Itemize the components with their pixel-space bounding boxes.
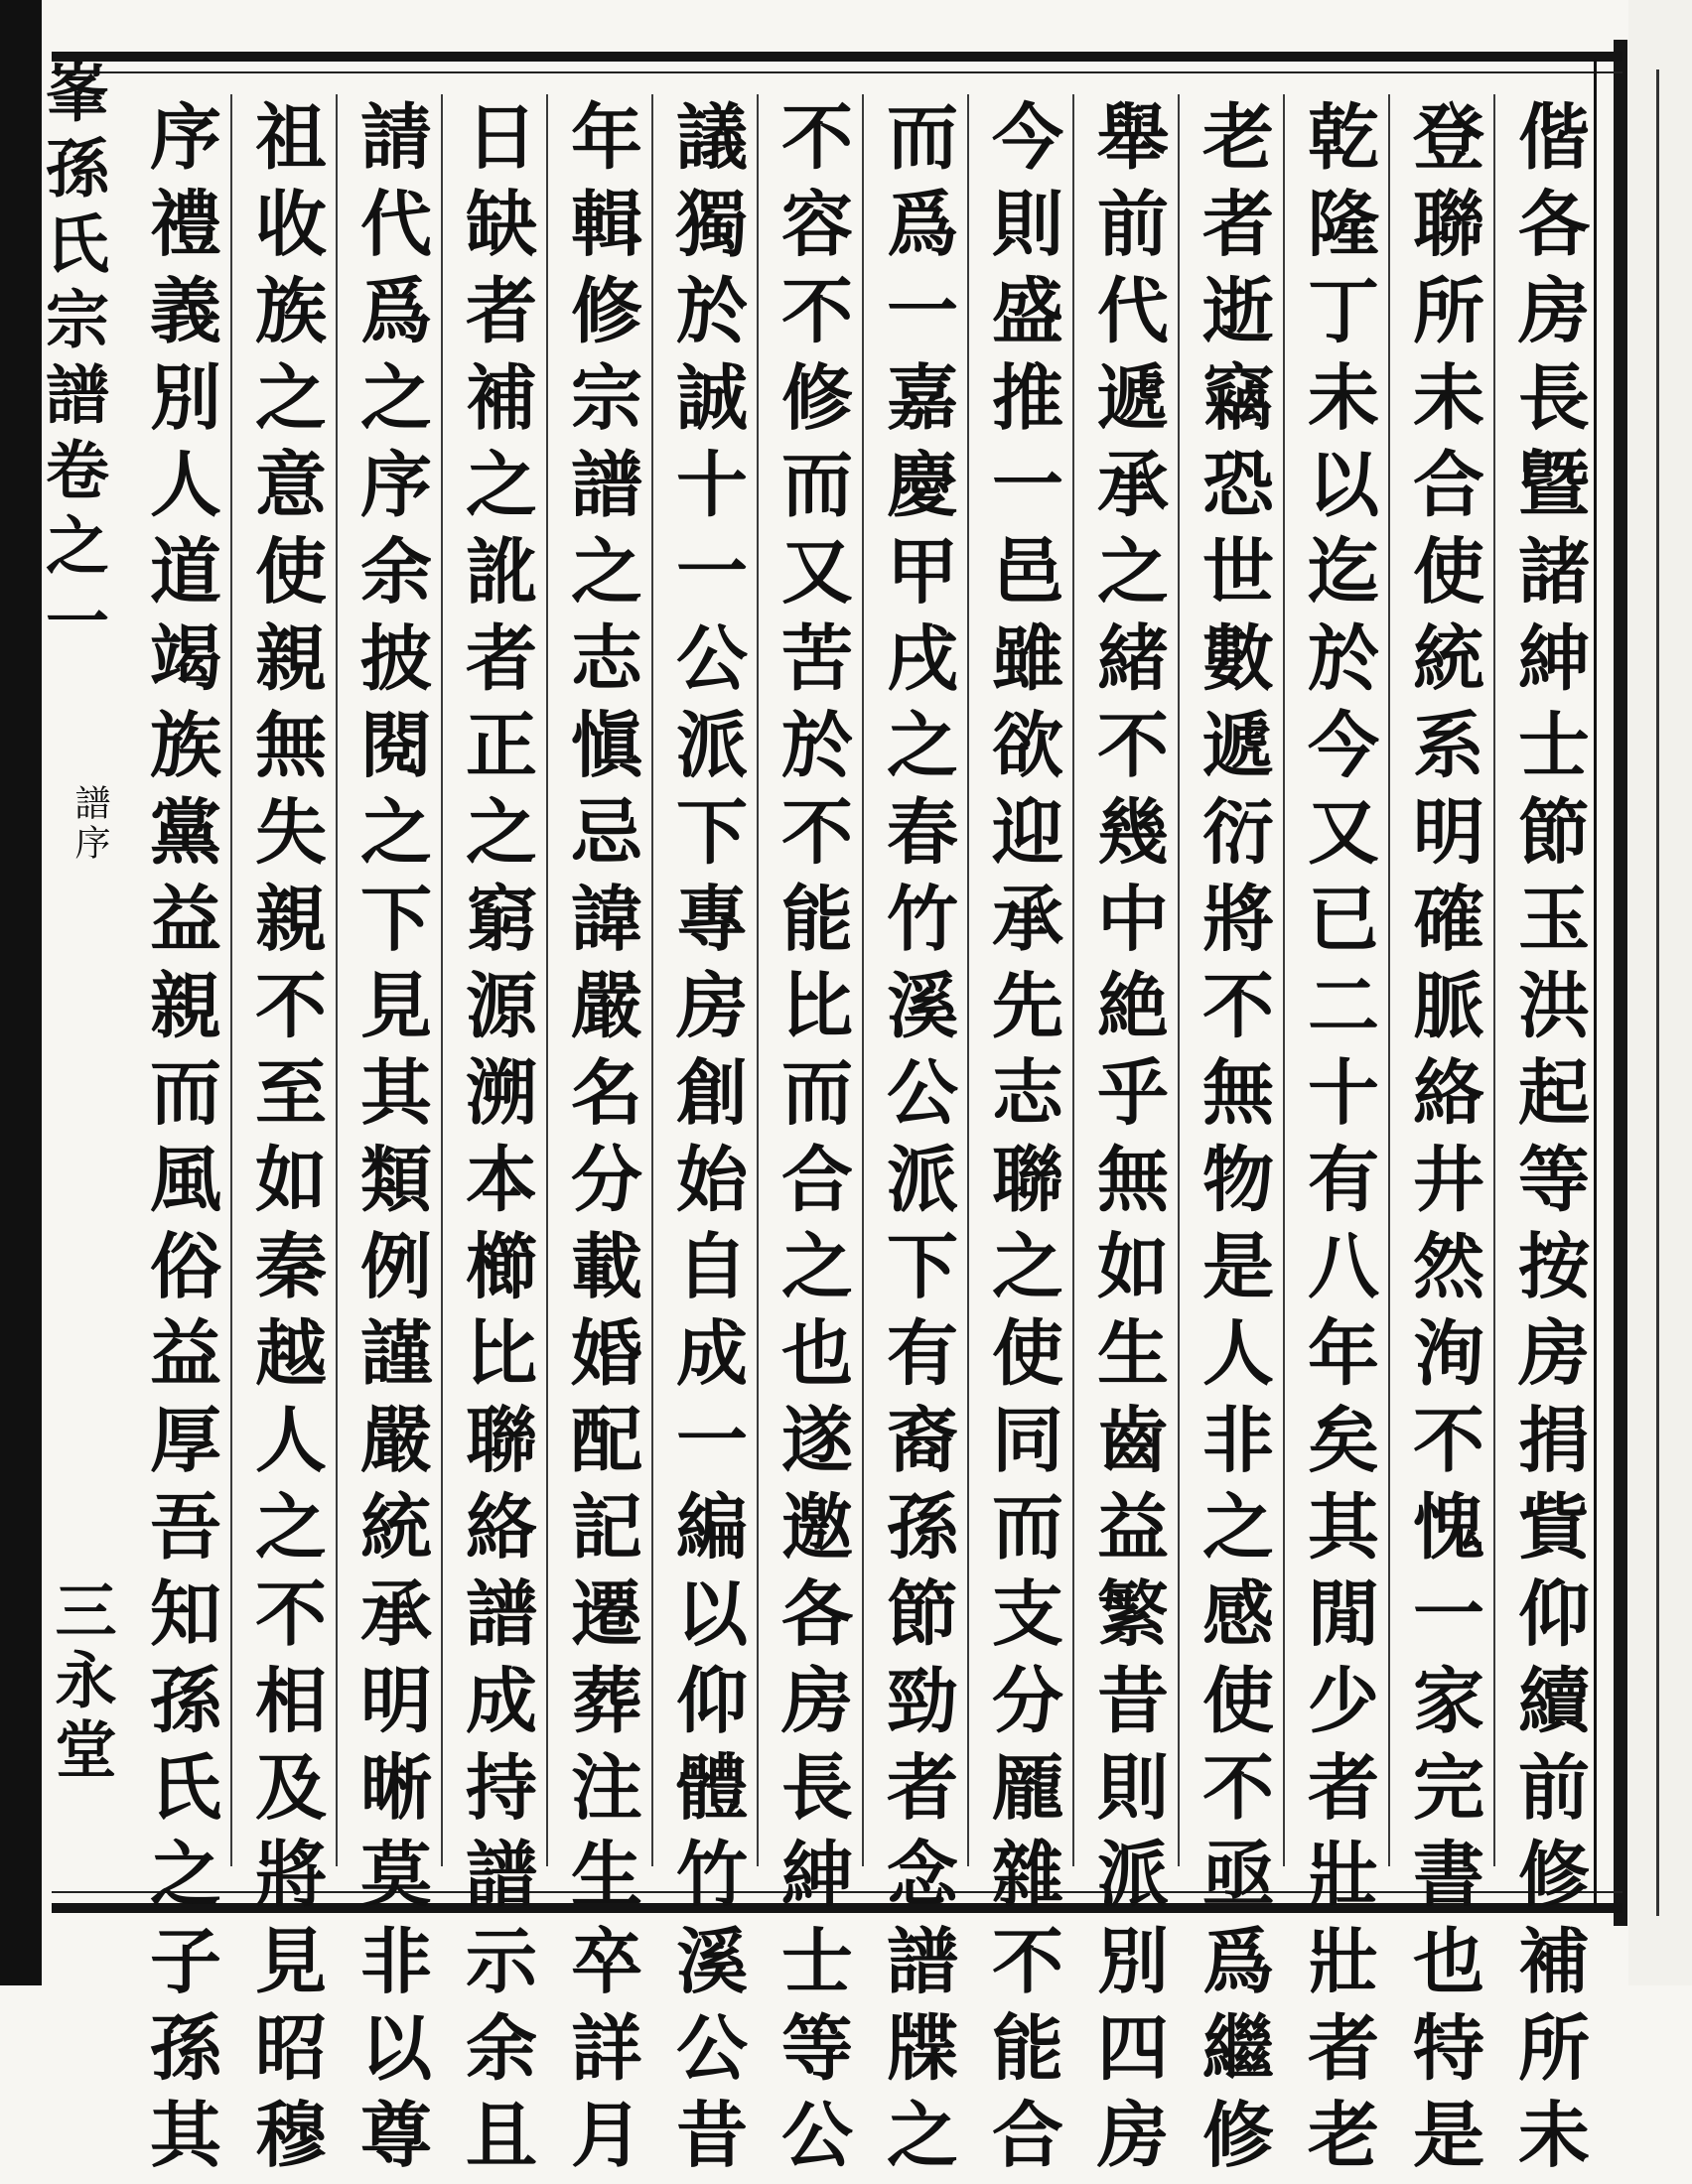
text-column: 年輯修宗譜之志愼忌諱嚴名分載婚配記遷葬注生卒詳月 <box>559 99 643 2184</box>
column-rule <box>967 94 969 1866</box>
column-rule <box>1178 94 1180 1866</box>
text-column: 乾隆丁未以迄於今又已二十有八年矣其閒少者壯壯者老 <box>1296 99 1380 2184</box>
column-rule <box>336 94 338 1866</box>
column-rule <box>441 94 443 1866</box>
column-rule <box>230 94 232 1866</box>
column-rule <box>757 94 759 1866</box>
column-rule <box>1493 94 1495 1866</box>
text-column: 議獨於誠十一公派下專房創始自成一編以仰體竹溪公昔 <box>664 99 749 2184</box>
text-column: 登聯所未合使統系明確脈絡井然洵不愧一家完書也特是 <box>1401 99 1485 2184</box>
column-rule <box>546 94 548 1866</box>
text-column: 今則盛推一邑雖欲迎承先志聯之使同而支分龎雜不能合 <box>980 99 1064 2184</box>
text-column: 舉前代遞承之緒不幾中絶乎無如生齒益繁昔則派別四房 <box>1085 99 1170 2184</box>
spine-book-title: 峯孫氏宗譜 <box>35 60 109 437</box>
text-column: 祖收族之意使親無失親不至如秦越人之不相及將見昭穆 <box>243 99 328 2184</box>
text-column: 日缺者補之訛者正之窮源溯本櫛比聯絡譜成持譜示余且 <box>454 99 538 2184</box>
page-edge-rule <box>1656 69 1659 1916</box>
column-rule <box>1388 94 1390 1866</box>
text-column: 請代爲之序余披閱之下見其類例謹嚴統承明晰莫非以尊 <box>349 99 433 2184</box>
text-column: 不容不修而又苦於不能比而合之也遂邀各房長紳士等公 <box>770 99 854 2184</box>
text-column: 偕各房長曁諸紳士節玉洪起等按房捐貲仰續前修補所未 <box>1506 99 1591 2184</box>
column-rule <box>862 94 864 1866</box>
text-column: 而爲一嘉慶甲戌之春竹溪公派下有裔孫節勁者念譜牒之 <box>875 99 959 2184</box>
text-column: 老者逝竊恐世數遞衍將不無物是人非之感使不亟爲繼修 <box>1191 99 1275 2184</box>
spine-section-label: 譜序 <box>70 784 110 864</box>
spine-hall-name: 三永堂 <box>45 1578 117 1787</box>
scan-edge-right <box>1628 0 1692 1985</box>
column-rule <box>1072 94 1074 1866</box>
frame-right-rule <box>1594 60 1597 1906</box>
column-rule <box>1283 94 1285 1866</box>
spine-volume: 卷之一 <box>35 437 109 663</box>
spine-title <box>35 60 109 663</box>
column-rule <box>651 94 653 1866</box>
text-column: 序禮義別人道竭族黨益親而風俗益厚吾知孫氏之子孫其 <box>138 99 222 2184</box>
